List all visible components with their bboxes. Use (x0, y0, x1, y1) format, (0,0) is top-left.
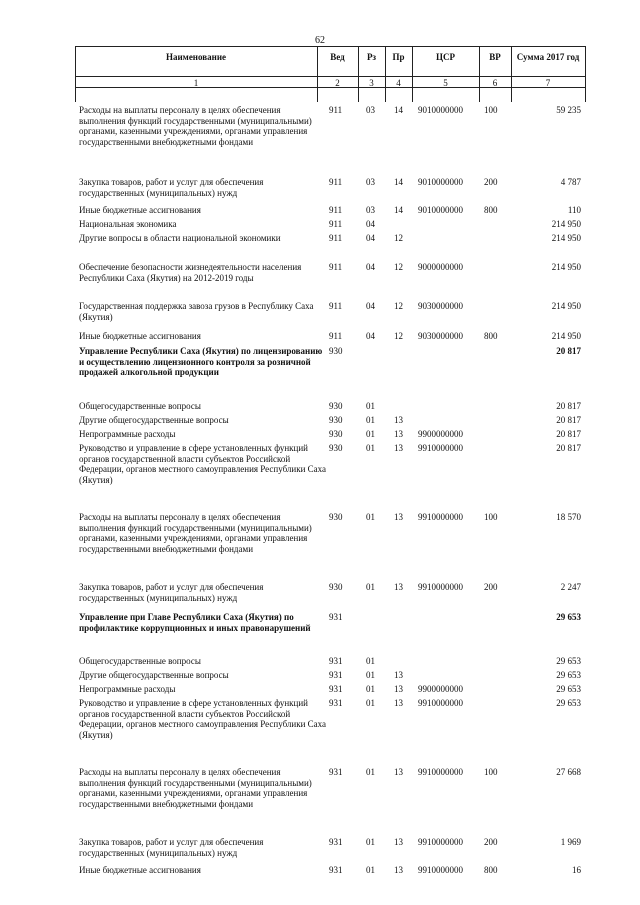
row-vr: 800 (484, 205, 498, 215)
row-sum: 20 817 (556, 415, 581, 425)
row-csr: 9010000000 (418, 105, 463, 115)
row-sum: 214 950 (551, 262, 581, 272)
row-sum: 16 (572, 865, 581, 875)
row-pr: 13 (394, 415, 403, 425)
table-header (75, 46, 586, 102)
row-ved: 911 (329, 233, 343, 243)
col-number: 7 (545, 78, 551, 88)
row-ved: 930 (329, 512, 343, 522)
row-rz: 01 (366, 698, 375, 708)
header-rule-top (75, 46, 586, 47)
row-name: Национальная экономика (79, 219, 177, 229)
col-divider (585, 46, 586, 102)
row-ved: 911 (329, 331, 343, 341)
row-rz: 01 (366, 837, 375, 847)
header-sum: Сумма 2017 год (516, 52, 580, 62)
row-csr: 9010000000 (418, 177, 463, 187)
row-ved: 930 (329, 443, 343, 453)
row-csr: 9910000000 (418, 865, 463, 875)
row-ved: 931 (329, 684, 343, 694)
row-rz: 04 (366, 219, 375, 229)
row-ved: 931 (329, 767, 343, 777)
row-pr: 13 (394, 865, 403, 875)
row-csr: 9010000000 (418, 205, 463, 215)
row-vr: 200 (484, 177, 498, 187)
header-pr: Пр (392, 52, 405, 62)
row-name: Управление при Главе Республики Саха (Якутия) по профилактике коррупционных и иных правонарушений (79, 612, 311, 633)
row-name: Общегосударственные вопросы (79, 656, 201, 666)
row-vr: 800 (484, 331, 498, 341)
row-name: Расходы на выплаты персоналу в целях обеспечения выполнения функций государственными (муниципальными) органами, казенными учреждениями, органами управления государственными внебюджетными фондами (79, 767, 312, 809)
row-rz: 01 (366, 429, 375, 439)
row-vr: 200 (484, 837, 498, 847)
row-pr: 12 (394, 233, 403, 243)
row-pr: 13 (394, 443, 403, 453)
row-rz: 01 (366, 767, 375, 777)
row-sum: 20 817 (556, 346, 581, 356)
row-rz: 01 (366, 512, 375, 522)
row-name: Руководство и управление в сфере установленных функций органов государственной власти субъектов Российской Федерации, органов местного самоуправления Республики Саха (Якутия) (79, 698, 327, 740)
row-sum: 1 969 (560, 837, 581, 847)
row-ved: 911 (329, 301, 343, 311)
row-pr: 13 (394, 670, 403, 680)
row-vr: 100 (484, 767, 498, 777)
row-ved: 931 (329, 865, 343, 875)
row-pr: 12 (394, 331, 403, 341)
row-rz: 01 (366, 670, 375, 680)
row-pr: 14 (394, 105, 403, 115)
row-sum: 29 653 (556, 612, 581, 622)
row-ved: 931 (329, 612, 343, 622)
row-csr: 9900000000 (418, 684, 463, 694)
row-rz: 01 (366, 443, 375, 453)
row-csr: 9910000000 (418, 698, 463, 708)
row-sum: 20 817 (556, 443, 581, 453)
row-ved: 931 (329, 698, 343, 708)
col-number: 2 (335, 78, 340, 88)
row-sum: 29 653 (556, 698, 581, 708)
header-rule-middle (75, 76, 586, 77)
row-csr: 9910000000 (418, 837, 463, 847)
col-number: 3 (369, 78, 374, 88)
row-sum: 110 (567, 205, 581, 215)
row-rz: 01 (366, 401, 375, 411)
row-rz: 01 (366, 656, 375, 666)
row-rz: 03 (366, 105, 375, 115)
row-sum: 214 950 (551, 219, 581, 229)
row-name: Непрограммные расходы (79, 684, 176, 694)
row-ved: 930 (329, 429, 343, 439)
header-rz: Рз (366, 52, 377, 62)
row-csr: 9000000000 (418, 262, 463, 272)
col-number: 5 (443, 78, 448, 88)
row-rz: 01 (366, 865, 375, 875)
row-sum: 20 817 (556, 401, 581, 411)
header-name: Наименование (166, 52, 226, 62)
row-pr: 14 (394, 205, 403, 215)
row-vr: 100 (484, 105, 498, 115)
row-name: Руководство и управление в сфере установленных функций органов государственной власти субъектов Российской Федерации, органов местного самоуправления Республики Саха (Якутия) (79, 443, 327, 485)
row-sum: 27 668 (556, 767, 581, 777)
row-sum: 214 950 (551, 233, 581, 243)
row-pr: 14 (394, 177, 403, 187)
row-name: Иные бюджетные ассигнования (79, 205, 201, 215)
row-name: Расходы на выплаты персоналу в целях обеспечения выполнения функций государственными (муниципальными) органами, казенными учреждениями, органами управления государственными внебюджетными фондами (79, 512, 312, 554)
row-name: Закупка товаров, работ и услуг для обеспечения государственных (муниципальных) нужд (79, 582, 264, 603)
row-vr: 800 (484, 865, 498, 875)
row-ved: 931 (329, 656, 343, 666)
header-vr: ВР (489, 52, 501, 62)
row-csr: 9910000000 (418, 767, 463, 777)
row-rz: 03 (366, 177, 375, 187)
row-rz: 04 (366, 262, 375, 272)
row-pr: 13 (394, 429, 403, 439)
row-rz: 04 (366, 301, 375, 311)
row-pr: 12 (394, 301, 403, 311)
row-sum: 59 235 (556, 105, 581, 115)
row-vr: 100 (484, 512, 498, 522)
row-sum: 214 950 (551, 331, 581, 341)
header-csr: ЦСР (436, 52, 455, 62)
row-rz: 01 (366, 582, 375, 592)
row-ved: 931 (329, 670, 343, 680)
row-rz: 04 (366, 233, 375, 243)
row-sum: 29 653 (556, 656, 581, 666)
row-ved: 911 (329, 219, 343, 229)
row-csr: 9900000000 (418, 429, 463, 439)
row-csr: 9910000000 (418, 443, 463, 453)
row-pr: 13 (394, 767, 403, 777)
row-sum: 20 817 (556, 429, 581, 439)
row-sum: 18 570 (556, 512, 581, 522)
row-vr: 200 (484, 582, 498, 592)
row-name: Государственная поддержка завоза грузов в Республику Саха (Якутия) (79, 301, 314, 322)
header-ved: Вед (330, 52, 345, 62)
row-sum: 214 950 (551, 301, 581, 311)
row-name: Закупка товаров, работ и услуг для обеспечения государственных (муниципальных) нужд (79, 837, 264, 858)
row-sum: 29 653 (556, 670, 581, 680)
row-pr: 13 (394, 837, 403, 847)
row-ved: 931 (329, 837, 343, 847)
page-number: 62 (315, 35, 325, 46)
row-name: Непрограммные расходы (79, 429, 176, 439)
row-pr: 13 (394, 512, 403, 522)
row-name: Общегосударственные вопросы (79, 401, 201, 411)
row-ved: 930 (329, 582, 343, 592)
row-csr: 9910000000 (418, 582, 463, 592)
row-name: Управление Республики Саха (Якутия) по лицензированию и осуществлению лицензионного контроля за розничной продажей алкогольной продукции (79, 346, 323, 378)
row-name: Другие общегосударственные вопросы (79, 415, 229, 425)
row-rz: 01 (366, 415, 375, 425)
row-name: Иные бюджетные ассигнования (79, 331, 201, 341)
row-pr: 12 (394, 262, 403, 272)
row-ved: 911 (329, 177, 343, 187)
row-pr: 13 (394, 684, 403, 694)
row-name: Другие общегосударственные вопросы (79, 670, 229, 680)
row-name: Обеспечение безопасности жизнедеятельности населения Республики Саха (Якутия) на 2012-2019 годы (79, 262, 302, 283)
row-rz: 03 (366, 205, 375, 215)
row-ved: 911 (329, 205, 343, 215)
row-ved: 930 (329, 415, 343, 425)
row-pr: 13 (394, 698, 403, 708)
row-ved: 911 (329, 262, 343, 272)
col-number: 6 (492, 78, 498, 88)
row-ved: 911 (329, 105, 343, 115)
row-ved: 930 (329, 346, 343, 356)
row-csr: 9030000000 (418, 331, 463, 341)
row-name: Иные бюджетные ассигнования (79, 865, 201, 875)
row-name: Расходы на выплаты персоналу в целях обеспечения выполнения функций государственными (муниципальными) органами, казенными учреждениями, органами управления государственными внебюджетными фондами (79, 105, 312, 147)
row-sum: 4 787 (560, 177, 581, 187)
row-csr: 9910000000 (418, 512, 463, 522)
row-rz: 01 (366, 684, 375, 694)
row-name: Закупка товаров, работ и услуг для обеспечения государственных (муниципальных) нужд (79, 177, 264, 198)
row-ved: 930 (329, 401, 343, 411)
col-number: 4 (396, 78, 401, 88)
row-sum: 2 247 (560, 582, 581, 592)
row-rz: 04 (366, 331, 375, 341)
row-csr: 9030000000 (418, 301, 463, 311)
col-number: 1 (193, 78, 199, 88)
row-pr: 13 (394, 582, 403, 592)
row-sum: 29 653 (556, 684, 581, 694)
row-name: Другие вопросы в области национальной экономики (79, 233, 281, 243)
